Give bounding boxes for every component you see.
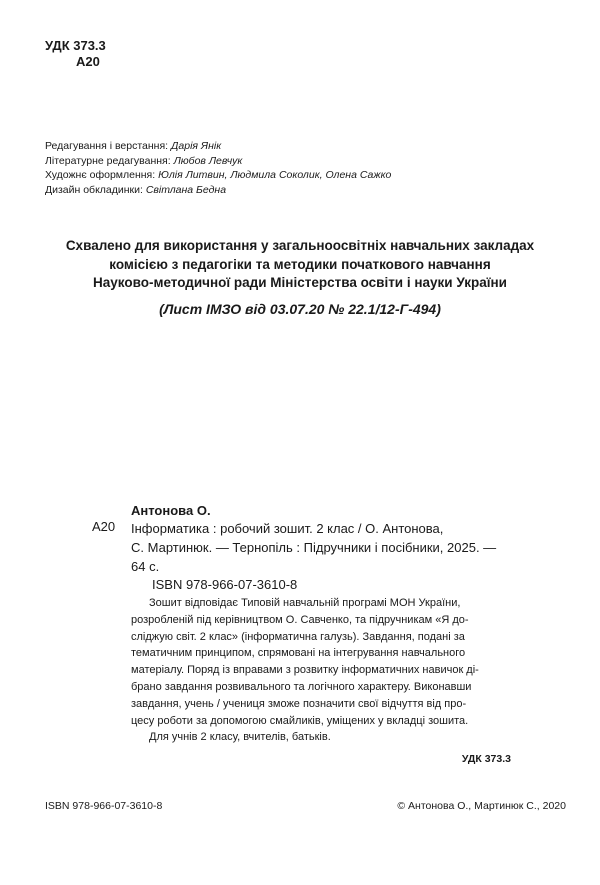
annotation-line: Зошит відповідає Типовій навчальній програмі МОН України,	[149, 597, 461, 609]
bibliographic-description	[131, 519, 496, 576]
credit-line	[45, 139, 391, 154]
annotation-line: тематичним принципом, спрямовані на інтегрування навчального	[131, 647, 466, 660]
credit-role: Художнє оформлення:	[45, 169, 156, 181]
credit-role: Дизайн обкладинки:	[45, 183, 143, 196]
credit-line	[45, 154, 391, 169]
approval-reference: (Лист ІМЗО від 03.07.20 № 22.1/12-Г-494)	[159, 301, 441, 317]
annotation	[131, 595, 479, 746]
credit-names: Любов Левчук	[173, 154, 243, 167]
biblio-line: Інформатика : робочий зошит. 2 клас / О. Антонова,	[131, 521, 444, 536]
credit-line	[45, 168, 391, 183]
credit-line	[45, 183, 391, 198]
approval-line: Науково-методичної ради Міністерства освіти і науки України	[93, 275, 507, 290]
library-index-top: А20	[76, 54, 100, 69]
udk-code-top: УДК 373.3	[45, 38, 106, 53]
credit-names: Дарія Янік	[171, 140, 222, 152]
credit-role: Редагування і верстання:	[45, 140, 169, 152]
catalog-author: Антонова О.	[131, 503, 211, 518]
catalog-isbn: ISBN 978-966-07-3610-8	[152, 577, 298, 592]
biblio-line: С. Мартинюк. — Тернопіль : Підручники і посібники, 2025. —	[131, 540, 497, 555]
credit-names: Світлана Бедна	[145, 183, 227, 196]
annotation-line: цесу роботи за допомогою смайликів, уміщених у вкладці зошита.	[131, 714, 469, 727]
annotation-line: Для учнів 2 класу, вчителів, батьків.	[149, 731, 331, 744]
credit-names: Юлія Литвин, Людмила Соколик, Олена Сажко	[158, 169, 392, 181]
annotation-line: сліджую світ. 2 клас» (інформатична галузь). Завдання, подані за	[131, 630, 465, 643]
biblio-line: 64 с.	[131, 559, 160, 574]
approval-line: комісією з педагогіки та методики початкового навчання	[109, 256, 491, 272]
annotation-line: завдання, учень / учениця зможе позначити свої відчуття від про-	[131, 697, 467, 710]
catalog-index: А20	[92, 519, 116, 534]
footer-copyright: © Антонова О., Мартинюк С., 2020	[397, 800, 566, 812]
credits-block	[45, 139, 391, 197]
annotation-line: розробленій під керівництвом О. Савченко, та підручникам «Я до-	[131, 613, 469, 626]
approval-statement	[0, 237, 600, 293]
footer-isbn: ISBN 978-966-07-3610-8	[45, 800, 163, 812]
approval-line: Схвалено для використання у загальноосвітніх навчальних закладах	[65, 238, 535, 253]
annotation-line: матеріалу. Поряд із вправами з розвитку інформатичних навичок ді-	[131, 664, 479, 677]
annotation-line: брано завдання розвивального та логічного характеру. Виконавши	[131, 680, 472, 693]
credit-role: Літературне редагування:	[45, 154, 171, 167]
udk-code-bottom: УДК 373.3	[461, 753, 511, 765]
